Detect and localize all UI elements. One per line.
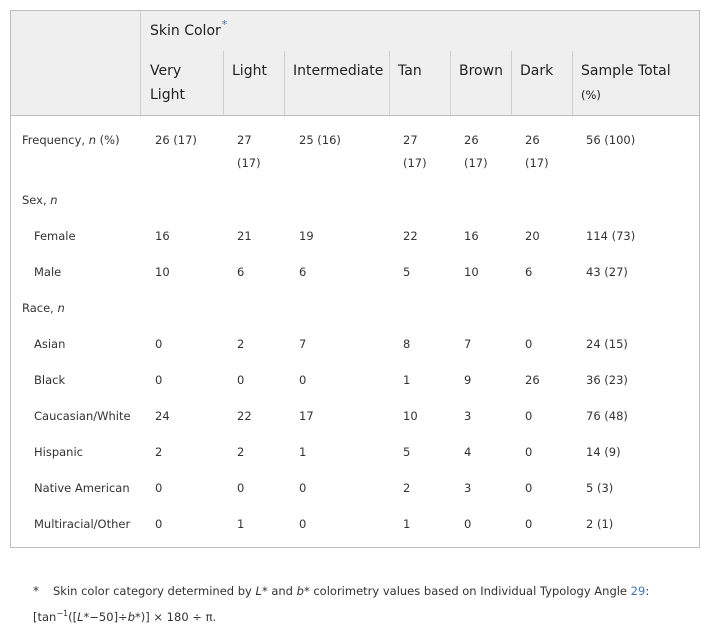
table-cell: 26 — [525, 373, 540, 387]
skin-color-label: Skin Color — [150, 23, 221, 39]
section-label-italic: n — [50, 193, 58, 207]
skin-color-group-header — [150, 19, 227, 44]
col-header-line: Tan — [398, 63, 422, 79]
reference-link[interactable]: 29 — [630, 584, 646, 598]
formula-superscript: −1 — [56, 609, 69, 618]
col-header-brown — [459, 59, 503, 83]
table-cell: 0 — [464, 517, 472, 531]
col-header-intermediate — [293, 59, 383, 83]
cell-line: (17) — [403, 156, 427, 170]
col-header-sample-total — [581, 59, 671, 107]
row-label: Multiracial/Other — [34, 517, 131, 531]
section-label-sex — [22, 189, 58, 212]
cell-line: 25 (16) — [299, 133, 341, 147]
table-cell: 3 — [464, 481, 472, 495]
table-cell: 0 — [299, 373, 307, 387]
header-divider — [223, 51, 224, 115]
table-cell: 21 — [237, 229, 252, 243]
table-cell: 4 — [464, 445, 472, 459]
footnote-span: * colorimetry values based on Individual Typology Angle — [303, 584, 631, 598]
table-cell: 10 — [403, 409, 418, 423]
table-cell: 5 — [403, 445, 411, 459]
footnote-text — [53, 581, 649, 601]
col-header-line: Intermediate — [293, 63, 384, 79]
col-header-line: Brown — [459, 63, 503, 79]
table-header — [11, 11, 699, 116]
cell-line: 26 — [464, 133, 479, 147]
cell-line: 27 — [403, 133, 418, 147]
table-cell — [403, 129, 427, 175]
table-cell: 5 — [403, 265, 411, 279]
table-cell: 1 — [403, 517, 411, 531]
table-cell: 1 — [403, 373, 411, 387]
table-cell — [237, 129, 261, 175]
row-label: Native American — [34, 481, 130, 495]
table-cell: 0 — [299, 481, 307, 495]
table-cell: 1 — [299, 445, 307, 459]
formula-span: [tan — [33, 610, 57, 624]
section-label-text: Race, — [22, 301, 58, 315]
col-header-line: Light — [150, 87, 185, 103]
section-label-text: Sex, — [22, 193, 51, 207]
cell-line: 27 — [237, 133, 252, 147]
table-cell: 17 — [299, 409, 314, 423]
table-cell: 5 (3) — [586, 481, 614, 495]
col-header-line: Sample Total — [581, 63, 671, 79]
row-label-suffix: (%) — [96, 133, 120, 147]
table-cell: 14 (9) — [586, 445, 621, 459]
row-label — [22, 129, 120, 152]
table-cell: 16 — [155, 229, 170, 243]
cell-line: (17) — [525, 156, 549, 170]
table-cell: 2 (1) — [586, 517, 614, 531]
formula-span: *)] × 180 ÷ π. — [135, 610, 217, 624]
row-label: Hispanic — [34, 445, 83, 459]
table-cell — [464, 129, 488, 175]
demographics-table — [10, 10, 700, 548]
cell-line: (17) — [237, 156, 261, 170]
row-label: Asian — [34, 337, 66, 351]
table-cell: 43 (27) — [586, 265, 628, 279]
table-cell: 2 — [237, 445, 245, 459]
table-cell: 0 — [237, 373, 245, 387]
table-cell: 0 — [525, 481, 533, 495]
footnote-span: L — [255, 584, 262, 598]
footnote-formula — [33, 607, 216, 629]
table-cell: 24 — [155, 409, 170, 423]
table-cell: 0 — [155, 481, 163, 495]
table-cell: 76 (48) — [586, 409, 628, 423]
section-label-race — [22, 297, 65, 320]
table-cell: 1 — [237, 517, 245, 531]
cell-line: 26 — [525, 133, 540, 147]
formula-span: ([ — [68, 610, 78, 624]
row-label: Caucasian/White — [34, 409, 131, 423]
table-cell — [525, 129, 549, 175]
col-header-line: (%) — [581, 88, 601, 102]
footnote-marker: * — [33, 584, 39, 598]
table-cell: 36 (23) — [586, 373, 628, 387]
row-label: Female — [34, 229, 76, 243]
formula-span: b — [127, 610, 136, 624]
section-label-italic: n — [57, 301, 65, 315]
header-divider — [511, 51, 512, 115]
table-cell: 2 — [155, 445, 163, 459]
table-cell: 0 — [155, 517, 163, 531]
table-cell: 0 — [525, 517, 533, 531]
table-cell: 7 — [464, 337, 472, 351]
table-cell: 10 — [155, 265, 170, 279]
footnote-link[interactable]: * — [221, 18, 228, 31]
table-cell: 6 — [237, 265, 245, 279]
table-cell: 10 — [464, 265, 479, 279]
row-label: Male — [34, 265, 62, 279]
header-divider — [140, 11, 141, 115]
table-cell: 0 — [525, 445, 533, 459]
footnote-span: * — [261, 584, 268, 598]
footnote-span: : — [645, 584, 650, 598]
table-cell: 22 — [403, 229, 418, 243]
header-divider — [450, 51, 451, 115]
table-cell — [155, 129, 197, 152]
col-header-line: Dark — [520, 63, 554, 79]
table-cell: 8 — [403, 337, 411, 351]
row-label-italic: n — [88, 133, 97, 147]
header-divider — [572, 51, 573, 115]
col-header-light — [232, 59, 267, 83]
table-cell: 6 — [525, 265, 533, 279]
table-cell: 0 — [237, 481, 245, 495]
footnote-span: b — [296, 584, 304, 598]
header-divider — [284, 51, 285, 115]
footnote-span: Skin color category determined by — [53, 584, 256, 598]
table-cell: 6 — [299, 265, 307, 279]
table-cell: 3 — [464, 409, 472, 423]
row-label-text: Frequency, — [22, 133, 89, 147]
table-cell: 0 — [525, 337, 533, 351]
table-cell: 16 — [464, 229, 479, 243]
table-cell: 2 — [403, 481, 411, 495]
col-header-very-light — [150, 59, 185, 107]
table-cell: 0 — [155, 337, 163, 351]
col-header-line: Light — [232, 63, 267, 79]
table-cell: 0 — [299, 517, 307, 531]
table-cell: 9 — [464, 373, 472, 387]
table-cell — [299, 129, 341, 152]
table-cell: 2 — [237, 337, 245, 351]
cell-line: (17) — [464, 156, 488, 170]
col-header-tan — [398, 59, 422, 83]
col-header-dark — [520, 59, 553, 83]
table-cell: 7 — [299, 337, 307, 351]
table-cell — [586, 129, 635, 152]
cell-line: 26 (17) — [155, 133, 197, 147]
cell-line: 56 (100) — [586, 133, 636, 147]
table-cell: 0 — [155, 373, 163, 387]
table-cell: 114 (73) — [586, 229, 636, 243]
footnote-span: and — [267, 584, 297, 598]
table-cell: 19 — [299, 229, 314, 243]
table-cell: 20 — [525, 229, 540, 243]
table-cell: 0 — [525, 409, 533, 423]
row-label: Black — [34, 373, 66, 387]
col-header-line: Very — [150, 63, 182, 79]
table-cell: 22 — [237, 409, 252, 423]
table-cell: 24 (15) — [586, 337, 628, 351]
formula-span: L — [77, 610, 84, 624]
formula-span: *−50]÷ — [83, 610, 128, 624]
header-divider — [389, 51, 390, 115]
